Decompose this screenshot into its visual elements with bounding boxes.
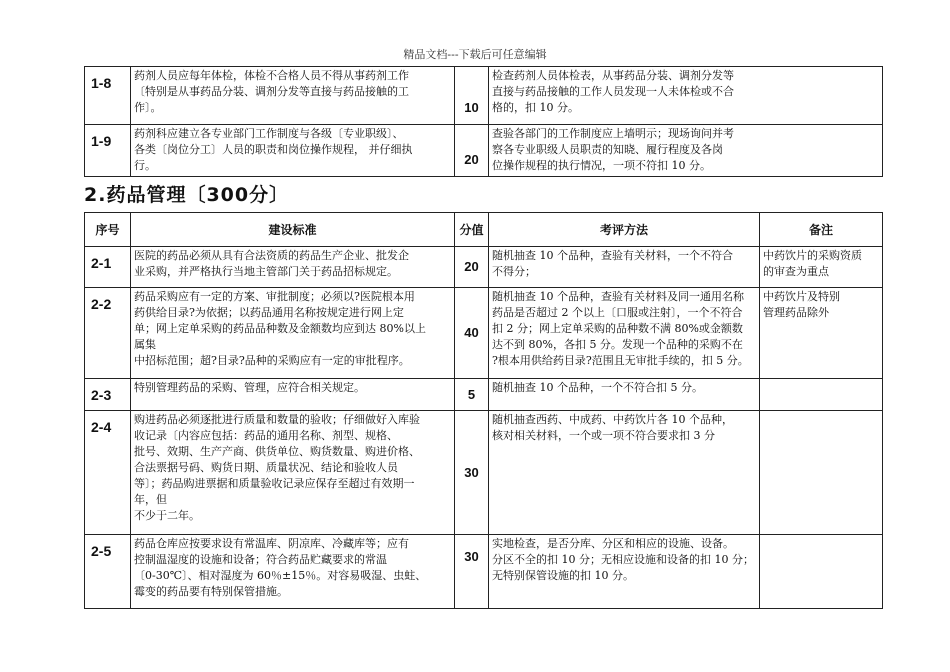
column-header-score: 分值 — [455, 213, 489, 247]
text-line: 收记录〔内容应包括：药品的通用名称、剂型、规格、 — [134, 429, 398, 442]
row-number: 1-8 — [85, 67, 131, 125]
table-row — [85, 247, 883, 288]
column-header-standard: 建设标准 — [131, 213, 455, 247]
text-line: 位操作规程的执行情况，一项不符扣 10 分。 — [492, 159, 711, 172]
note-cell — [760, 288, 883, 379]
text-line: 合法票据号码、购货日期、质量状况、结论和验收人员 — [134, 461, 398, 474]
standard-cell — [131, 535, 455, 609]
table-row — [85, 535, 883, 609]
standard-cell — [131, 247, 455, 288]
standard-cell — [131, 288, 455, 379]
text-line: 药剂人员应每年体检，体检不合格人员不得从事药剂工作 — [134, 69, 409, 82]
row-number: 2-5 — [85, 535, 131, 609]
text-line: 属集 — [134, 338, 156, 351]
text-line: 作〕。 — [134, 101, 162, 114]
text-line: 格的，扣 10 分。 — [492, 101, 579, 114]
row-number: 2-4 — [85, 411, 131, 535]
score-cell: 20 — [455, 247, 489, 288]
method-cell — [489, 247, 760, 288]
text-line: 药剂科应建立各专业部门工作制度与各级〔专业职级〕、 — [134, 127, 404, 140]
text-line: 霉变的药品要有特别保管措施。 — [134, 585, 288, 598]
text-line: 不少于二年。 — [134, 509, 200, 522]
text-line: 单；网上定单采购的药品品种数及金额数均应到达 80%以上 — [134, 322, 426, 335]
table-row — [85, 67, 883, 125]
text-line: 直接与药品接触的工作人员发现一人未体检或不合 — [492, 85, 734, 98]
row-number: 2-1 — [85, 247, 131, 288]
criteria-table-main — [84, 212, 883, 609]
text-line: 医院的药品必须从具有合法资质的药品生产企业、批发企 — [134, 249, 409, 262]
text-line: 扣 2 分；网上定单采购的品种数不满 80%或金额数 — [492, 322, 743, 335]
method-cell — [489, 535, 760, 609]
standard-cell — [131, 411, 455, 535]
text-line: 中药饮片及特别 — [763, 290, 840, 303]
row-number: 2-2 — [85, 288, 131, 379]
column-header-method: 考评方法 — [489, 213, 760, 247]
score-cell: 10 — [455, 67, 489, 125]
text-line: 行。 — [134, 159, 156, 172]
text-line: 购进药品必须逐批进行质量和数量的验收；仔细做好入库验 — [134, 413, 420, 426]
method-cell — [489, 379, 760, 411]
text-line: 检查药剂人员体检表，从事药品分装、调剂分发等 — [492, 69, 734, 82]
score-cell: 20 — [455, 125, 489, 177]
table-row — [85, 288, 883, 379]
text-line: 随机抽查 10 个品种，查验有关材料及同一通用名称 — [492, 290, 744, 303]
note-cell — [760, 411, 883, 535]
text-line: 随机抽查西药、中成药、中药饮片各 10 个品种， — [492, 413, 733, 426]
text-line: 随机抽查 10 个品种，查验有关材料，一个不符合 — [492, 249, 733, 262]
score-cell: 30 — [455, 411, 489, 535]
row-number: 1-9 — [85, 125, 131, 177]
text-line: 中药饮片的采购资质 — [763, 249, 862, 262]
text-line: 药供给目录?为依据；以药品通用名称按规定进行网上定 — [134, 306, 404, 319]
text-line: 控制温湿度的设施和设备；符合药品贮藏要求的常温 — [134, 553, 387, 566]
text-line: 药品采购应有一定的方案、审批制度；必须以?医院根本用 — [134, 290, 415, 303]
method-cell — [489, 125, 883, 177]
row-number: 2-3 — [85, 379, 131, 411]
text-line: 管理药品除外 — [763, 306, 829, 319]
text-line: 等〕；药品购进票据和质量验收记录应保存至超过有效期一 — [134, 477, 415, 490]
text-line: 查验各部门的工作制度应上墙明示；现场询问并考 — [492, 127, 734, 140]
text-line: 年，但 — [134, 493, 167, 506]
text-line: 实地检查，是否分库、分区和相应的设施、设备。 — [492, 537, 734, 550]
text-line: 批号、效期、生产产商、供货单位、购货数量、购进价格、 — [134, 445, 420, 458]
method-cell — [489, 411, 760, 535]
note-cell — [760, 535, 883, 609]
text-line: 无特别保管设施的扣 10 分。 — [492, 569, 634, 582]
column-header-no: 序号 — [85, 213, 131, 247]
text-line: 随机抽查 10 个品种，一个不符合扣 5 分。 — [492, 381, 703, 394]
method-cell — [489, 67, 883, 125]
text-line: 中招标范围；超?目录?品种的采购应有一定的审批程序。 — [134, 354, 410, 367]
table-row — [85, 379, 883, 411]
table-header-row — [85, 213, 883, 247]
section-title: 2.药品管理〔300分〕 — [84, 184, 290, 206]
column-header-note: 备注 — [760, 213, 883, 247]
text-line: ?根本用供给药目录?范围且无审批手续的，扣 5 分。 — [492, 354, 749, 367]
note-cell — [760, 379, 883, 411]
standard-cell — [131, 379, 455, 411]
text-line: 药品是否超过 2 个以上〔口服或注射〕，一个不符合 — [492, 306, 743, 319]
text-line: 达不到 80%，各扣 5 分。发现一个品种的采购不在 — [492, 338, 743, 351]
text-line: 核对相关材料，一个或一项不符合要求扣 3 分 — [492, 429, 715, 442]
score-cell: 5 — [455, 379, 489, 411]
text-line: 各类〔岗位分工〕人员的职责和岗位操作规程， 并仔细执 — [134, 143, 413, 156]
criteria-table-top — [84, 66, 883, 177]
table-row — [85, 411, 883, 535]
text-line: 分区不全的扣 10 分；无相应设施和设备的扣 10 分； — [492, 553, 754, 566]
standard-cell — [131, 125, 455, 177]
note-cell — [760, 247, 883, 288]
text-line: 〔特别是从事药品分装、调剂分发等直接与药品接触的工 — [134, 85, 409, 98]
method-cell — [489, 288, 760, 379]
text-line: 察各专业职级人员职责的知晓、履行程度及各岗 — [492, 143, 723, 156]
score-cell: 40 — [455, 288, 489, 379]
page-header: 精品文档---下载后可任意编辑 — [403, 48, 547, 61]
text-line: 药品仓库应按要求设有常温库、阴凉库、冷藏库等；应有 — [134, 537, 409, 550]
standard-cell — [131, 67, 455, 125]
score-cell: 30 — [455, 535, 489, 609]
text-line: 的审查为重点 — [763, 265, 829, 278]
text-line: 业采购，并严格执行当地主管部门关于药品招标规定。 — [134, 265, 398, 278]
text-line: 不得分； — [492, 265, 536, 278]
text-line: 〔0-30℃〕、相对湿度为 60％±15％。对容易吸湿、虫蛀、 — [134, 569, 427, 582]
text-line: 特别管理药品的采购、管理，应符合相关规定。 — [134, 381, 365, 394]
table-row — [85, 125, 883, 177]
